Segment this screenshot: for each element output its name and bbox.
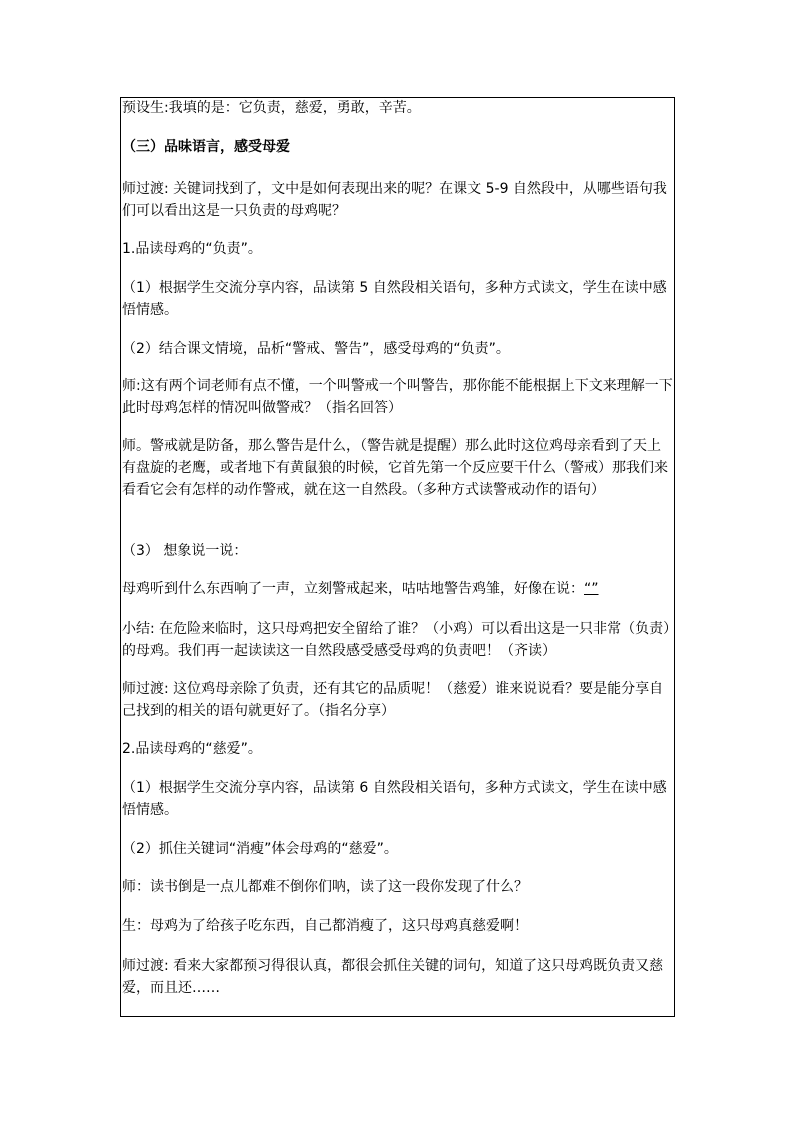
- imagine-text: 母鸡听到什么东西响了一声，立刻警戒起来，咕咕地警告鸡雏，好像在说：: [122, 581, 584, 597]
- paragraph-step-2b: （2）抓住关键词“消瘦”体会母鸡的“慈爱”。: [122, 841, 398, 857]
- paragraph-student: 生：母鸡为了给孩子吃东西，自己都消瘦了，这只母鸡真慈爱啊！: [122, 918, 528, 934]
- imagine-blank: “”: [584, 581, 599, 597]
- paragraph-summary: 小结: 在危险来临时，这只母鸡把安全留给了谁？（小鸡）可以看出这是一只非常（负责）的母鸡。我们再一起读读这一自然段感受感受母鸡的负责吧！（齐读）: [122, 621, 671, 659]
- paragraph-preset-answer: 预设生:我填的是：它负责，慈爱，勇敢，辛苦。: [122, 100, 421, 116]
- paragraph-loving-title: 2.品读母鸡的“慈爱”。: [122, 741, 262, 757]
- paragraph-teacher-explain: 师。警戒就是防备，那么警告是什么，（警告就是提醒）那么此时这位鸡母亲看到了天上有盘旋的老鹰，或者地下有黄鼠狼的时候，它首先第一个反应要干什么（警戒）那我们来看看它会有怎样的动作警戒，就在这一自然段。（多种方式读警戒动作的语句）: [122, 438, 668, 498]
- paragraph-transition-2: 师过渡: 这位鸡母亲除了负责，还有其它的品质呢！（慈爱）谁来说说看？要是能分享自己找到的相关的语句就更好了。（指名分享）: [122, 681, 664, 719]
- paragraph-teacher-question: 师:这有两个词老师有点不懂，一个叫警戒一个叫警告，那你能不能根据上下文来理解一下此时母鸡怎样的情况叫做警戒？（指名回答）: [122, 378, 673, 416]
- section-heading: （三）品味语言，感受母爱: [122, 139, 290, 155]
- paragraph-transition-3: 师过渡: 看来大家都预习得很认真，都很会抓住关键的词句，知道了这只母鸡既负责又慈爱，而且还……: [122, 958, 664, 996]
- paragraph-responsible-title: 1.品读母鸡的“负责”。: [122, 241, 262, 257]
- paragraph-step-3: （3） 想象说一说：: [122, 543, 248, 559]
- paragraph-step-1: （1）根据学生交流分享内容，品读第 5 自然段相关语句，多种方式读文，学生在读中感悟情感。: [122, 280, 667, 318]
- paragraph-teacher-2: 师：读书倒是一点儿都难不倒你们呐，读了这一段你发现了什么？: [122, 879, 528, 895]
- paragraph-transition: 师过渡: 关键词找到了，文中是如何表现出来的呢？在课文 5-9 自然段中，从哪些语句我们可以看出这是一只负责的母鸡呢？: [122, 181, 667, 219]
- paragraph-imagine: [122, 578, 674, 600]
- paragraph-step-1b: （1）根据学生交流分享内容，品读第 6 自然段相关语句，多种方式读文，学生在读中感悟情感。: [122, 780, 667, 818]
- paragraph-step-2: （2）结合课文情境，品析“警戒、警告”，感受母鸡的“负责”。: [122, 341, 510, 357]
